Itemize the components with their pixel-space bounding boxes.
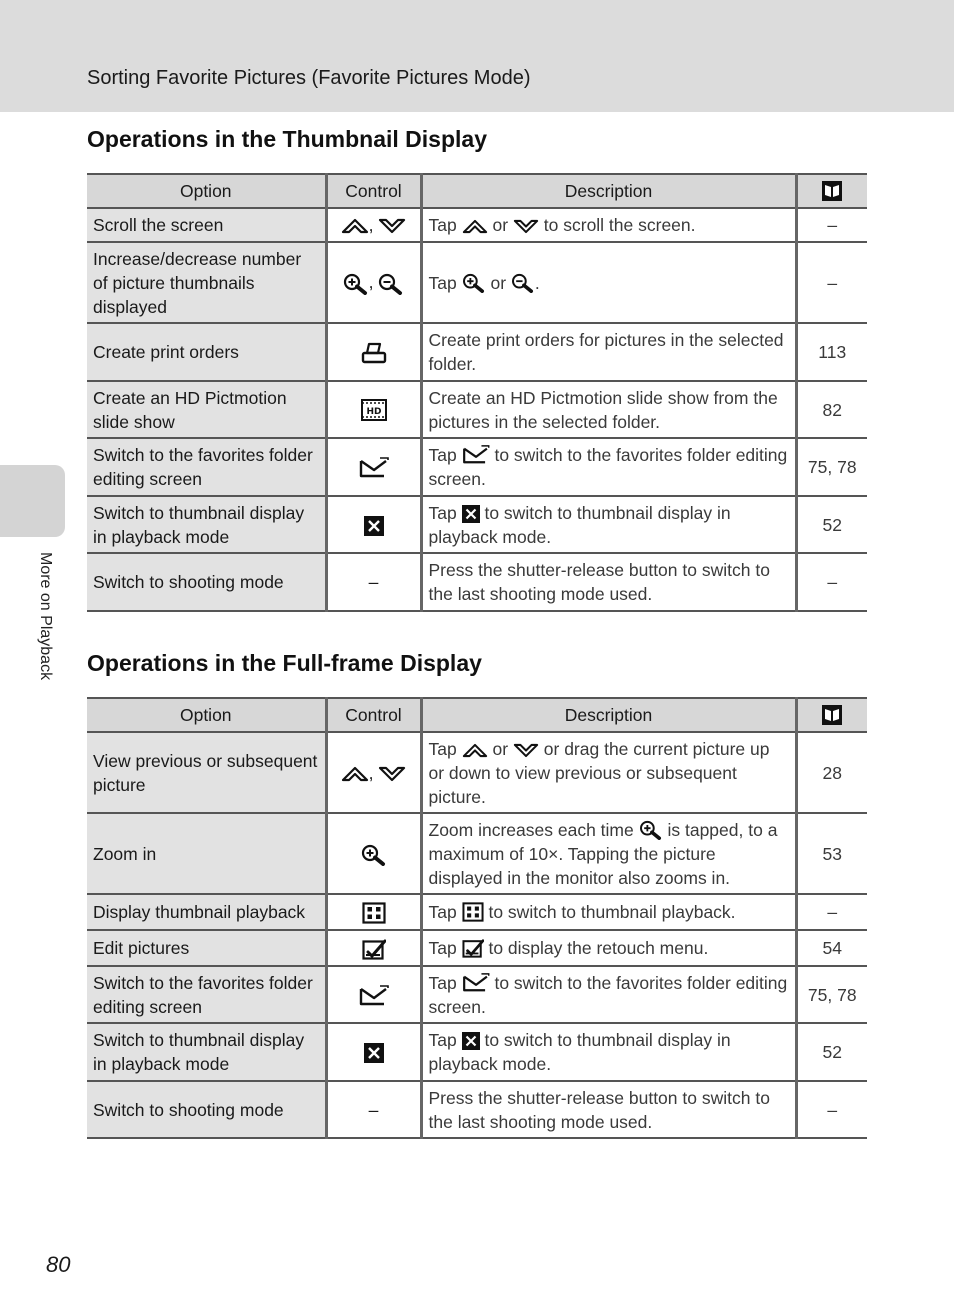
table-row <box>87 1023 867 1081</box>
control-cell <box>326 930 421 966</box>
table-header-row <box>87 698 867 732</box>
desc-text: to switch to thumbnail display in playback mode. <box>428 1030 731 1074</box>
print-order-icon <box>360 341 388 365</box>
description-cell <box>421 438 796 496</box>
favorites-edit-icon <box>359 457 389 479</box>
control-cell <box>326 242 421 323</box>
desc-text: Tap <box>428 972 457 993</box>
desc-text: to switch to thumbnail display in playback mode. <box>428 502 731 547</box>
desc-text: or drag the current picture up or down to view previous or subsequent picture. <box>428 738 770 807</box>
option-cell: View previous or subsequent picture <box>87 732 326 813</box>
desc-text: Tap <box>428 902 457 922</box>
section-title-fullframe: Operations in the Full-frame Display <box>87 650 482 676</box>
description-cell: Press the shutter-release button to switch to the last shooting mode used. <box>421 1081 796 1138</box>
control-separator: , <box>368 272 374 293</box>
page-ref-cell: – <box>796 208 867 242</box>
page-ref-cell: 82 <box>796 381 867 438</box>
option-cell: Display thumbnail playback <box>87 894 326 930</box>
scroll-down-icon <box>513 742 539 759</box>
control-separator: , <box>368 762 374 783</box>
description-cell <box>421 894 796 930</box>
table-row <box>87 208 867 242</box>
scroll-up-icon <box>462 742 488 759</box>
scroll-up-icon <box>341 765 369 783</box>
option-cell: Switch to the favorites folder editing screen <box>87 438 326 496</box>
retouch-icon <box>462 938 484 958</box>
scroll-down-icon <box>378 765 406 783</box>
table-header-row <box>87 174 867 208</box>
description-cell <box>421 1023 796 1081</box>
scroll-up-icon <box>341 217 369 235</box>
section-title-thumbnail: Operations in the Thumbnail Display <box>87 126 487 152</box>
desc-text: or <box>492 215 509 235</box>
option-cell: Create an HD Pictmotion slide show <box>87 381 326 438</box>
desc-text: Tap <box>428 1030 457 1050</box>
page-ref-cell: – <box>796 894 867 930</box>
table-row <box>87 894 867 930</box>
desc-text: . <box>534 272 540 293</box>
control-cell <box>326 732 421 813</box>
page-ref-cell: 52 <box>796 1023 867 1081</box>
table-row <box>87 966 867 1023</box>
table-row <box>87 732 867 813</box>
exit-playback-icon <box>364 1043 384 1063</box>
control-cell <box>326 381 421 438</box>
description-cell: Create an HD Pictmotion slide show from the pictures in the selected folder. <box>421 381 796 438</box>
control-cell: – <box>326 553 421 611</box>
description-cell <box>421 208 796 242</box>
option-cell: Edit pictures <box>87 930 326 966</box>
description-cell: Create print orders for pictures in the selected folder. <box>421 323 796 381</box>
desc-text: Zoom increases each time <box>428 819 634 840</box>
option-cell: Create print orders <box>87 323 326 381</box>
header-page <box>796 698 867 732</box>
desc-text: Tap <box>428 938 457 958</box>
control-separator: , <box>368 215 374 235</box>
table-row <box>87 381 867 438</box>
description-cell <box>421 732 796 813</box>
control-cell <box>326 496 421 553</box>
hd-pictmotion-icon <box>360 398 388 422</box>
zoom-in-icon <box>462 273 486 293</box>
page-ref-cell: 28 <box>796 732 867 813</box>
option-cell: Scroll the screen <box>87 208 326 242</box>
exit-playback-icon <box>462 1032 480 1050</box>
table-row <box>87 930 867 966</box>
control-cell <box>326 894 421 930</box>
description-cell <box>421 813 796 894</box>
header-option: Option <box>87 174 326 208</box>
side-tab <box>0 465 65 537</box>
control-cell <box>326 208 421 242</box>
table-row <box>87 496 867 553</box>
description-cell <box>421 930 796 966</box>
page-ref-cell: 53 <box>796 813 867 894</box>
page-ref-cell: – <box>796 242 867 323</box>
scroll-down-icon <box>513 218 539 235</box>
retouch-icon <box>362 938 386 960</box>
control-cell <box>326 438 421 496</box>
description-cell <box>421 966 796 1023</box>
option-cell: Switch to thumbnail display in playback mode <box>87 1023 326 1081</box>
table-row <box>87 323 867 381</box>
table-row <box>87 438 867 496</box>
header-description: Description <box>421 698 796 732</box>
page-ref-cell: – <box>796 1081 867 1138</box>
table-row <box>87 813 867 894</box>
desc-text: to switch to the favorites folder editing screen. <box>428 972 788 1017</box>
table-row <box>87 1081 867 1138</box>
fullframe-operations-table <box>87 697 867 1139</box>
favorites-edit-icon <box>462 445 490 465</box>
running-header: Sorting Favorite Pictures (Favorite Pictures Mode) <box>87 67 531 89</box>
option-cell: Switch to thumbnail display in playback mode <box>87 496 326 553</box>
zoom-out-icon <box>511 273 535 293</box>
header-description: Description <box>421 174 796 208</box>
page-ref-cell: 75, 78 <box>796 966 867 1023</box>
book-icon <box>822 181 842 201</box>
option-cell: Switch to the favorites folder editing screen <box>87 966 326 1023</box>
table-row <box>87 553 867 611</box>
book-icon <box>822 705 842 725</box>
desc-text: Tap <box>428 215 457 235</box>
page-ref-cell: 52 <box>796 496 867 553</box>
header-control: Control <box>326 174 421 208</box>
description-cell <box>421 242 796 323</box>
zoom-in-icon <box>343 273 369 295</box>
scroll-down-icon <box>378 217 406 235</box>
header-band <box>0 0 954 112</box>
option-cell: Increase/decrease number of picture thumbnails displayed <box>87 242 326 323</box>
desc-text: or <box>492 738 509 759</box>
header-control: Control <box>326 698 421 732</box>
description-cell <box>421 496 796 553</box>
desc-text: or <box>490 272 507 293</box>
zoom-in-icon <box>639 820 663 840</box>
control-cell <box>326 1023 421 1081</box>
desc-text: Tap <box>428 738 457 759</box>
thumbnail-operations-table <box>87 173 867 612</box>
table-row <box>87 242 867 323</box>
zoom-out-icon <box>378 273 404 295</box>
option-cell: Switch to shooting mode <box>87 553 326 611</box>
page-number: 80 <box>46 1252 71 1277</box>
page-ref-cell: 113 <box>796 323 867 381</box>
desc-text: to switch to the favorites folder editing screen. <box>428 445 788 489</box>
header-option: Option <box>87 698 326 732</box>
favorites-edit-icon <box>359 985 389 1007</box>
desc-text: Tap <box>428 272 457 293</box>
page-ref-cell: 75, 78 <box>796 438 867 496</box>
desc-text: Tap <box>428 445 457 465</box>
thumbnail-icon <box>362 902 386 924</box>
zoom-in-icon <box>361 844 387 866</box>
favorites-edit-icon <box>462 973 490 993</box>
page-ref-cell: 54 <box>796 930 867 966</box>
desc-text: Tap <box>428 502 457 523</box>
scroll-up-icon <box>462 218 488 235</box>
header-page <box>796 174 867 208</box>
page-ref-cell: – <box>796 553 867 611</box>
desc-text: to scroll the screen. <box>543 215 696 235</box>
control-cell <box>326 813 421 894</box>
control-cell: – <box>326 1081 421 1138</box>
desc-text: to switch to thumbnail playback. <box>488 902 736 922</box>
thumbnail-icon <box>462 902 484 922</box>
option-cell: Zoom in <box>87 813 326 894</box>
desc-text: is tapped, to a maximum of 10×. Tapping the picture displayed in the monitor also zooms in. <box>428 819 778 888</box>
control-cell <box>326 966 421 1023</box>
side-tab-label: More on Playback <box>37 552 54 681</box>
exit-playback-icon <box>462 505 480 523</box>
option-cell: Switch to shooting mode <box>87 1081 326 1138</box>
desc-text: to display the retouch menu. <box>488 938 709 958</box>
exit-playback-icon <box>364 516 384 536</box>
control-cell <box>326 323 421 381</box>
description-cell: Press the shutter-release button to switch to the last shooting mode used. <box>421 553 796 611</box>
